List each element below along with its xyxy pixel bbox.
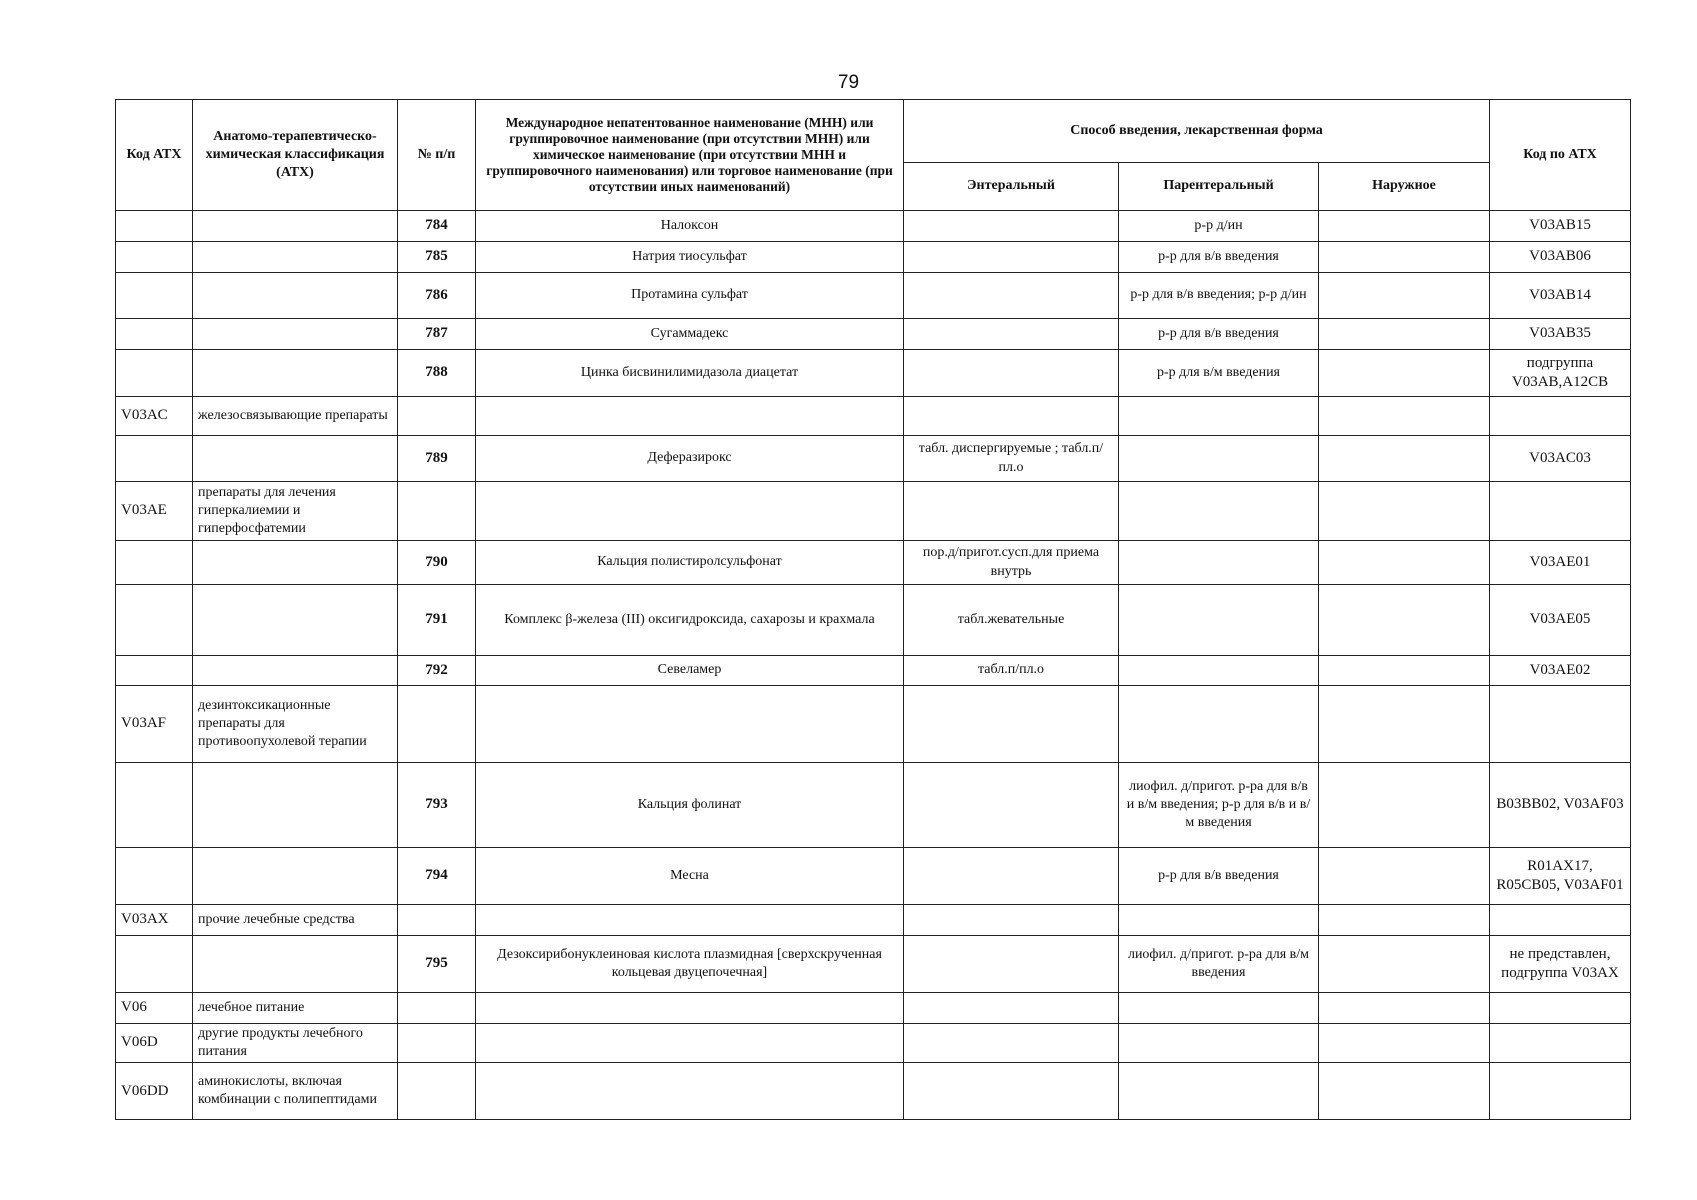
atx-code-cell (116, 763, 193, 848)
classification-cell (193, 763, 398, 848)
external-form-cell (1319, 936, 1490, 993)
atx-code-ref-cell (1490, 905, 1631, 936)
parenteral-form-cell (1119, 541, 1319, 585)
atx-code-cell: V03AE (116, 482, 193, 541)
enteral-form-cell: табл. диспергируемые ; табл.п/пл.о (904, 436, 1119, 482)
classification-cell: лечебное питание (193, 993, 398, 1024)
row-number-cell: 789 (398, 436, 476, 482)
atx-code-ref-cell: R01AX17, R05CB05, V03AF01 (1490, 848, 1631, 905)
external-form-cell (1319, 436, 1490, 482)
atx-code-cell: V06 (116, 993, 193, 1024)
parenteral-form-cell: р-р для в/в введения (1119, 848, 1319, 905)
atx-code-cell (116, 656, 193, 686)
parenteral-form-cell: лиофил. д/пригот. р-ра для в/м введения (1119, 936, 1319, 993)
header-enteral: Энтеральный (904, 163, 1119, 211)
header-code: Код АТХ (116, 100, 193, 211)
table-row (116, 656, 1631, 686)
drug-name-cell: Деферазирокс (476, 436, 904, 482)
classification-cell (193, 273, 398, 319)
table-row (116, 482, 1631, 541)
atx-code-ref-cell (1490, 397, 1631, 436)
external-form-cell (1319, 211, 1490, 242)
classification-cell (193, 936, 398, 993)
parenteral-form-cell (1119, 656, 1319, 686)
header-route: Способ введения, лекарственная форма (904, 100, 1490, 163)
header-external: Наружное (1319, 163, 1490, 211)
table-body (116, 211, 1631, 1120)
classification-cell (193, 319, 398, 350)
atx-code-ref-cell: V03AB14 (1490, 273, 1631, 319)
table-row (116, 397, 1631, 436)
external-form-cell (1319, 1063, 1490, 1120)
table-row (116, 319, 1631, 350)
atx-code-cell (116, 541, 193, 585)
enteral-form-cell: табл.жевательные (904, 585, 1119, 656)
external-form-cell (1319, 848, 1490, 905)
classification-cell (193, 541, 398, 585)
drug-name-cell: Цинка бисвинилимидазола диацетат (476, 350, 904, 397)
row-number-cell (398, 686, 476, 763)
row-number-cell (398, 1063, 476, 1120)
table-row (116, 763, 1631, 848)
atx-code-cell (116, 585, 193, 656)
atx-code-cell (116, 211, 193, 242)
enteral-form-cell (904, 273, 1119, 319)
external-form-cell (1319, 242, 1490, 273)
enteral-form-cell (904, 482, 1119, 541)
drug-name-cell (476, 397, 904, 436)
enteral-form-cell (904, 905, 1119, 936)
atx-code-cell (116, 848, 193, 905)
drug-name-cell (476, 1024, 904, 1063)
atx-code-cell: V06D (116, 1024, 193, 1063)
parenteral-form-cell (1119, 585, 1319, 656)
atx-code-ref-cell (1490, 1063, 1631, 1120)
enteral-form-cell (904, 242, 1119, 273)
table-row (116, 1024, 1631, 1063)
table-row (116, 350, 1631, 397)
parenteral-form-cell (1119, 482, 1319, 541)
header-atc: Код по АТХ (1490, 100, 1631, 211)
parenteral-form-cell (1119, 905, 1319, 936)
classification-cell (193, 350, 398, 397)
table-row (116, 936, 1631, 993)
atx-code-ref-cell (1490, 482, 1631, 541)
table-row (116, 273, 1631, 319)
header-classification: Анатомо-терапевтическо-химическая классификация (АТХ) (193, 100, 398, 211)
drug-name-cell: Дезоксирибонуклеиновая кислота плазмидная [сверхскрученная кольцевая двуцепочечная] (476, 936, 904, 993)
row-number-cell: 791 (398, 585, 476, 656)
drug-name-cell (476, 993, 904, 1024)
parenteral-form-cell: р-р для в/в введения (1119, 242, 1319, 273)
table-row (116, 1063, 1631, 1120)
external-form-cell (1319, 397, 1490, 436)
enteral-form-cell (904, 397, 1119, 436)
page-number: 79 (837, 72, 860, 93)
row-number-cell (398, 993, 476, 1024)
row-number-cell: 793 (398, 763, 476, 848)
drug-name-cell: Протамина сульфат (476, 273, 904, 319)
parenteral-form-cell: р-р д/ин (1119, 211, 1319, 242)
row-number-cell (398, 397, 476, 436)
atx-code-cell (116, 350, 193, 397)
parenteral-form-cell (1119, 1024, 1319, 1063)
atx-code-cell (116, 273, 193, 319)
drug-name-cell: Кальция фолинат (476, 763, 904, 848)
enteral-form-cell (904, 350, 1119, 397)
parenteral-form-cell (1119, 993, 1319, 1024)
atx-code-ref-cell: не представлен, подгруппа V03AX (1490, 936, 1631, 993)
parenteral-form-cell (1119, 1063, 1319, 1120)
header-parenteral: Парентеральный (1119, 163, 1319, 211)
drug-name-cell: Месна (476, 848, 904, 905)
atx-code-ref-cell: V03AE02 (1490, 656, 1631, 686)
row-number-cell: 786 (398, 273, 476, 319)
drug-name-cell (476, 686, 904, 763)
table-row (116, 848, 1631, 905)
enteral-form-cell (904, 686, 1119, 763)
row-number-cell: 787 (398, 319, 476, 350)
atx-code-cell: V06DD (116, 1063, 193, 1120)
table-row (116, 905, 1631, 936)
row-number-cell: 784 (398, 211, 476, 242)
classification-cell: аминокислоты, включая комбинации с полипептидами (193, 1063, 398, 1120)
row-number-cell: 790 (398, 541, 476, 585)
enteral-form-cell (904, 936, 1119, 993)
header-number: № п/п (398, 100, 476, 211)
table-row (116, 436, 1631, 482)
parenteral-form-cell: р-р для в/в введения; р-р д/ин (1119, 273, 1319, 319)
parenteral-form-cell (1119, 397, 1319, 436)
enteral-form-cell (904, 319, 1119, 350)
row-number-cell: 792 (398, 656, 476, 686)
atx-code-ref-cell: V03AB06 (1490, 242, 1631, 273)
table-row (116, 585, 1631, 656)
atx-code-ref-cell: V03AC03 (1490, 436, 1631, 482)
parenteral-form-cell (1119, 436, 1319, 482)
enteral-form-cell (904, 993, 1119, 1024)
classification-cell (193, 656, 398, 686)
atx-table (115, 99, 1631, 1120)
classification-cell: другие продукты лечебного питания (193, 1024, 398, 1063)
table-row (116, 541, 1631, 585)
enteral-form-cell (904, 763, 1119, 848)
atx-code-ref-cell: подгруппа V03AB,A12CB (1490, 350, 1631, 397)
drug-name-cell: Сугаммадекс (476, 319, 904, 350)
atx-code-ref-cell (1490, 993, 1631, 1024)
drug-name-cell (476, 1063, 904, 1120)
table-row (116, 211, 1631, 242)
classification-cell (193, 585, 398, 656)
external-form-cell (1319, 541, 1490, 585)
enteral-form-cell (904, 848, 1119, 905)
drug-name-cell: Налоксон (476, 211, 904, 242)
enteral-form-cell (904, 211, 1119, 242)
external-form-cell (1319, 763, 1490, 848)
atx-code-ref-cell: V03AB15 (1490, 211, 1631, 242)
drug-name-cell: Комплекс β-железа (III) оксигидроксида, сахарозы и крахмала (476, 585, 904, 656)
atx-code-cell: V03AF (116, 686, 193, 763)
atx-code-ref-cell (1490, 1024, 1631, 1063)
drug-name-cell: Натрия тиосульфат (476, 242, 904, 273)
external-form-cell (1319, 319, 1490, 350)
atx-code-ref-cell: B03BB02, V03AF03 (1490, 763, 1631, 848)
atx-code-cell: V03AX (116, 905, 193, 936)
drug-name-cell (476, 905, 904, 936)
classification-cell: препараты для лечения гиперкалиемии и гиперфосфатемии (193, 482, 398, 541)
atx-code-ref-cell: V03AE05 (1490, 585, 1631, 656)
atx-code-cell (116, 936, 193, 993)
external-form-cell (1319, 273, 1490, 319)
drug-name-cell: Севеламер (476, 656, 904, 686)
parenteral-form-cell: р-р для в/в введения (1119, 319, 1319, 350)
atx-code-cell (116, 242, 193, 273)
classification-cell (193, 211, 398, 242)
row-number-cell: 785 (398, 242, 476, 273)
atx-code-cell: V03AC (116, 397, 193, 436)
table-row (116, 686, 1631, 763)
external-form-cell (1319, 993, 1490, 1024)
drug-name-cell: Кальция полистиролсульфонат (476, 541, 904, 585)
row-number-cell (398, 482, 476, 541)
enteral-form-cell (904, 1024, 1119, 1063)
row-number-cell: 788 (398, 350, 476, 397)
external-form-cell (1319, 656, 1490, 686)
external-form-cell (1319, 1024, 1490, 1063)
classification-cell: прочие лечебные средства (193, 905, 398, 936)
external-form-cell (1319, 482, 1490, 541)
row-number-cell (398, 905, 476, 936)
external-form-cell (1319, 350, 1490, 397)
drug-name-cell (476, 482, 904, 541)
classification-cell (193, 848, 398, 905)
external-form-cell (1319, 905, 1490, 936)
atx-code-cell (116, 319, 193, 350)
parenteral-form-cell (1119, 686, 1319, 763)
classification-cell: дезинтоксикационные препараты для противоопухолевой терапии (193, 686, 398, 763)
parenteral-form-cell: лиофил. д/пригот. р-ра для в/в и в/м введения; р-р для в/в и в/м введения (1119, 763, 1319, 848)
external-form-cell (1319, 686, 1490, 763)
enteral-form-cell: пор.д/пригот.сусп.для приема внутрь (904, 541, 1119, 585)
classification-cell (193, 436, 398, 482)
header-name: Международное непатентованное наименование (МНН) или группировочное наименование (при отсутствии МНН) или химическое наименование (при отсутствии МНН и группировочного наименования) или торговое наименование (при отсутствии иных наименований) (476, 100, 904, 211)
enteral-form-cell (904, 1063, 1119, 1120)
row-number-cell (398, 1024, 476, 1063)
classification-cell (193, 242, 398, 273)
table-row (116, 993, 1631, 1024)
parenteral-form-cell: р-р для в/м введения (1119, 350, 1319, 397)
atx-code-ref-cell (1490, 686, 1631, 763)
external-form-cell (1319, 585, 1490, 656)
table-row (116, 242, 1631, 273)
atx-code-ref-cell: V03AB35 (1490, 319, 1631, 350)
enteral-form-cell: табл.п/пл.о (904, 656, 1119, 686)
atx-code-ref-cell: V03AE01 (1490, 541, 1631, 585)
atx-code-cell (116, 436, 193, 482)
classification-cell: железосвязывающие препараты (193, 397, 398, 436)
row-number-cell: 794 (398, 848, 476, 905)
row-number-cell: 795 (398, 936, 476, 993)
